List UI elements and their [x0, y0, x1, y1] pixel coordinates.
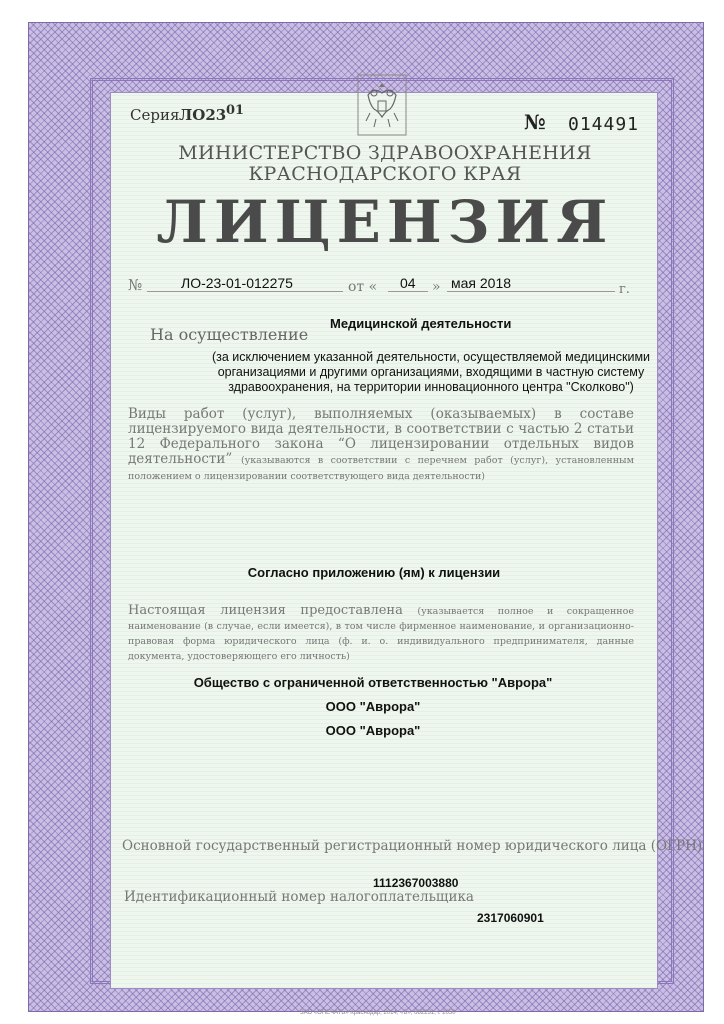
registration-no-label: № — [128, 276, 143, 294]
document-title: ЛИЦЕНЗИЯ — [156, 188, 614, 256]
inn-label: Идентификационный номер налогоплательщика — [124, 889, 474, 905]
ogrn-label: Основной государственный регистрационный номер юридического лица (ОГРН) — [122, 838, 703, 854]
registration-number: ЛО-23-01-012275 — [181, 275, 293, 291]
blank-number: 014491 — [568, 114, 640, 135]
date-close-quote: » — [432, 279, 441, 295]
day-underline — [388, 291, 428, 292]
activity-exception: (за исключением указанной деятельности, осуществляемой медицинскими организациями и другими организациями, входящими в частную систему здравоохранения, на территории инновационного центра "Сколково") — [211, 350, 651, 394]
holder-full-name: Общество с ограниченной ответственностью "Аврора" — [193, 675, 553, 690]
print-info: ЗАО «ОПЕЧАТЬ» Краснодар, 2014, «Б», 682231, г. 2050 — [300, 1010, 456, 1016]
registration-month-year: мая 2018 — [451, 275, 512, 291]
series-value: ЛО23 — [179, 106, 227, 124]
month-underline — [447, 291, 615, 292]
holder-text: Настоящая лицензия предоставлена — [128, 603, 403, 618]
works-text: Виды работ (услуг), выполняемых (оказываемых) в составе лицензируемого вида деятельности, в соответствии с частью 2 статьи 12 Федерального закона “О лицензировании отдельных видов деятельности” — [128, 406, 634, 467]
activity-label: На осуществление — [150, 325, 309, 344]
registration-day: 04 — [400, 275, 416, 291]
holder-short-name-2: ООО "Аврора" — [325, 723, 421, 738]
ministry-line-2: КРАСНОДАРСКОГО КРАЯ — [248, 163, 522, 185]
date-from-label: от « — [348, 279, 378, 295]
activity-value: Медицинской деятельности — [330, 316, 512, 331]
holder-description — [128, 604, 634, 664]
works-note: (указываются в соответствии с перечнем работ (услуг), установленным положением о лицензировании соответствующего вида деятельности) — [128, 455, 634, 482]
holder-short-name-1: ООО "Аврора" — [325, 699, 421, 714]
registration-number-underline — [147, 291, 343, 292]
coat-of-arms-icon — [356, 73, 408, 137]
works-description — [128, 407, 634, 484]
ogrn-value: 1112367003880 — [373, 876, 459, 890]
series-subscript: 01 — [226, 103, 245, 118]
works-value: Согласно приложению (ям) к лицензии — [247, 565, 501, 580]
holder-note: (указывается полное и сокращенное наименование (в случае, если имеется), в том числе фирменное наименование, и организационно-правовая форма юридического лица (ф. и. о. индивидуального предпринимателя, данные документа, удостоверяющего его личность) — [128, 606, 634, 662]
series-label: Серия — [130, 106, 180, 124]
ministry-name — [150, 143, 620, 185]
ministry-line-1: МИНИСТЕРСТВО ЗДРАВООХРАНЕНИЯ — [178, 142, 592, 164]
inn-value: 2317060901 — [477, 911, 544, 925]
year-suffix: г. — [619, 282, 630, 297]
number-sign: № — [524, 110, 546, 134]
